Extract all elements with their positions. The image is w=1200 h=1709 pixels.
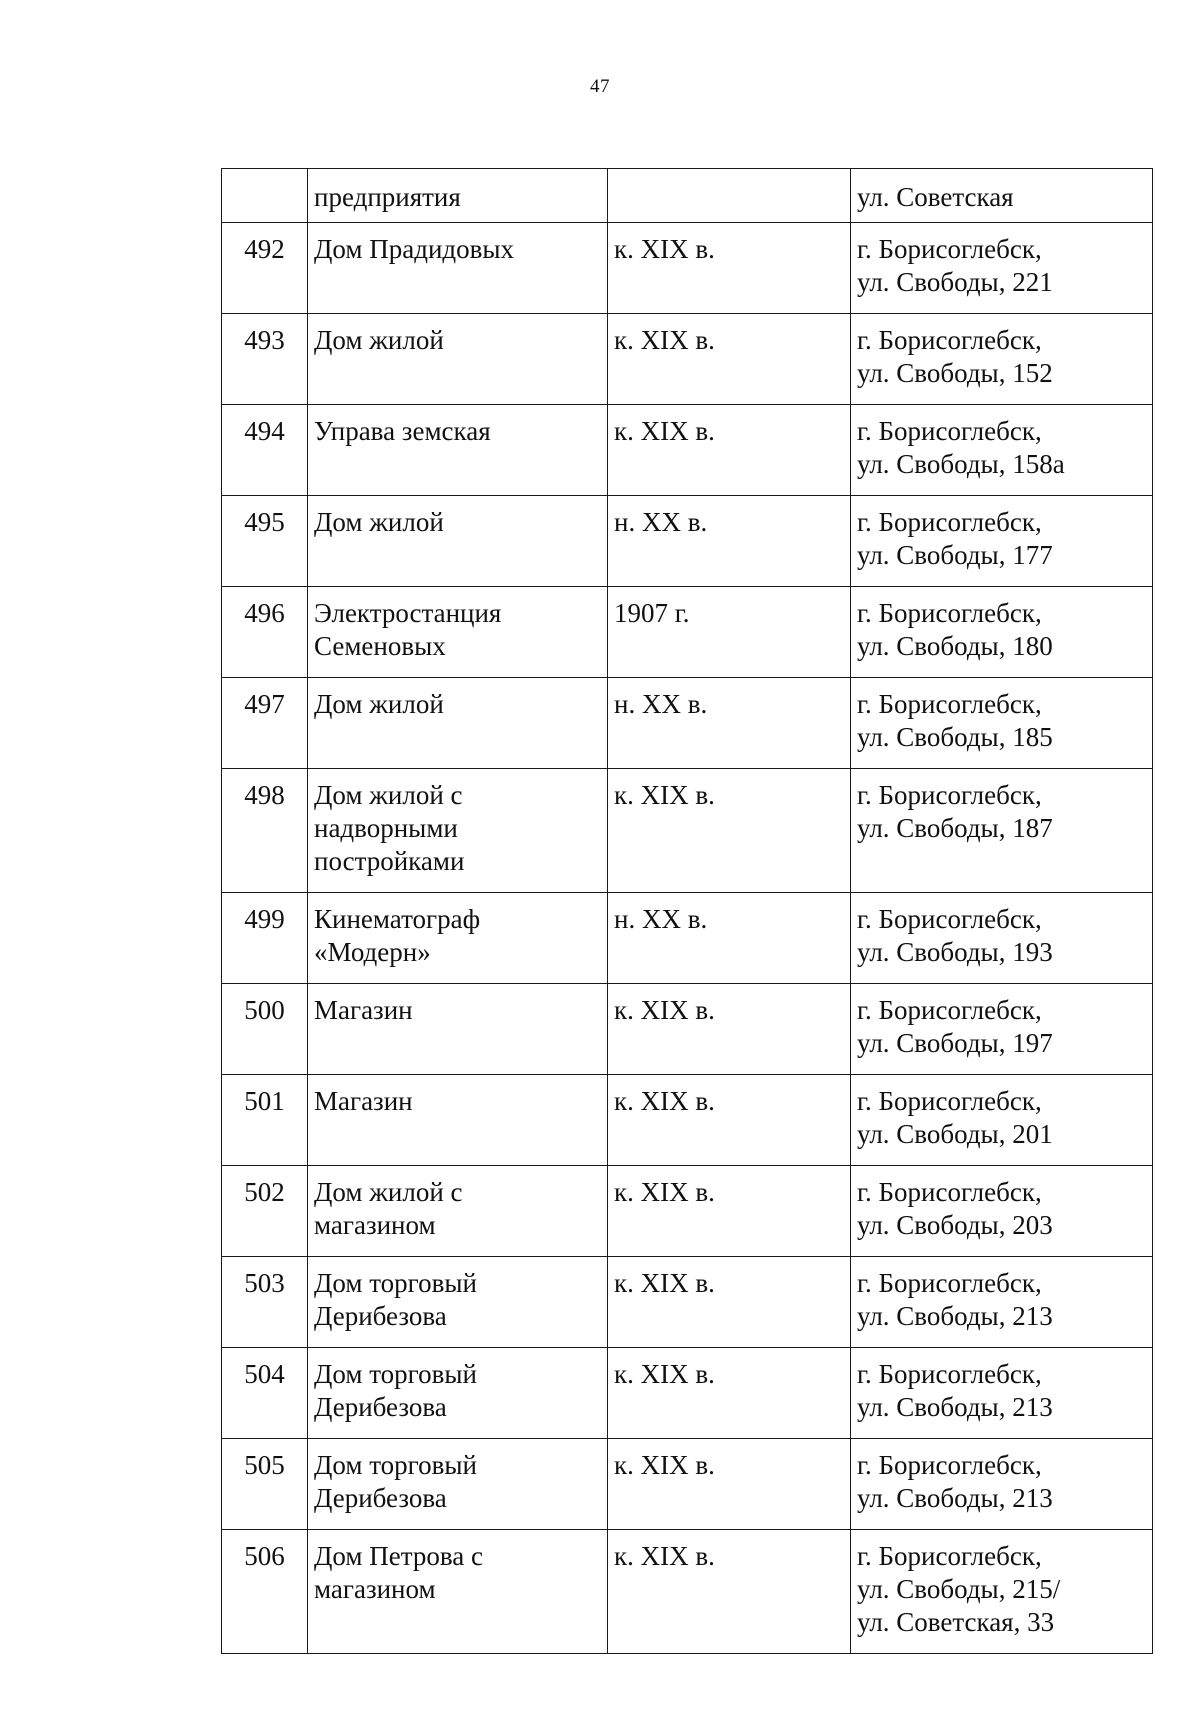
row-number-cell: 506 [222, 1530, 308, 1654]
row-number-cell [222, 169, 308, 223]
address-cell: ул. Советская [851, 169, 1153, 223]
registry-table-body [222, 169, 1153, 1654]
table-row [222, 405, 1153, 496]
row-number-cell: 500 [222, 984, 308, 1075]
table-row [222, 1075, 1153, 1166]
address-cell: г. Борисоглебск, ул. Свободы, 221 [851, 223, 1153, 314]
dating-cell: к. XIX в. [608, 769, 851, 893]
address-cell: г. Борисоглебск, ул. Свободы, 152 [851, 314, 1153, 405]
object-name-cell: Дом жилой [308, 314, 608, 405]
dating-cell: к. XIX в. [608, 984, 851, 1075]
object-name-cell: Электростанция Семеновых [308, 587, 608, 678]
table-row [222, 984, 1153, 1075]
address-cell: г. Борисоглебск, ул. Свободы, 213 [851, 1439, 1153, 1530]
continuation-row [222, 169, 1153, 223]
dating-cell: 1907 г. [608, 587, 851, 678]
table-row [222, 314, 1153, 405]
object-name-cell: Дом торговый Дерибезова [308, 1439, 608, 1530]
address-cell: г. Борисоглебск, ул. Свободы, 197 [851, 984, 1153, 1075]
address-cell: г. Борисоглебск, ул. Свободы, 213 [851, 1348, 1153, 1439]
table-row [222, 678, 1153, 769]
table-row [222, 223, 1153, 314]
dating-cell: к. XIX в. [608, 1348, 851, 1439]
dating-cell: к. XIX в. [608, 1166, 851, 1257]
row-number-cell: 498 [222, 769, 308, 893]
dating-cell: н. XX в. [608, 893, 851, 984]
object-name-cell: Дом Прадидовых [308, 223, 608, 314]
row-number-cell: 501 [222, 1075, 308, 1166]
row-number-cell: 496 [222, 587, 308, 678]
object-name-cell: Дом жилой с магазином [308, 1166, 608, 1257]
row-number-cell: 505 [222, 1439, 308, 1530]
address-cell: г. Борисоглебск, ул. Свободы, 215/ ул. Советская, 33 [851, 1530, 1153, 1654]
object-name-cell: Дом торговый Дерибезова [308, 1257, 608, 1348]
row-number-cell: 497 [222, 678, 308, 769]
address-cell: г. Борисоглебск, ул. Свободы, 213 [851, 1257, 1153, 1348]
address-cell: г. Борисоглебск, ул. Свободы, 177 [851, 496, 1153, 587]
object-name-cell: Дом Петрова с магазином [308, 1530, 608, 1654]
table-row [222, 1348, 1153, 1439]
table-row [222, 587, 1153, 678]
dating-cell: н. XX в. [608, 678, 851, 769]
object-name-cell: Дом жилой с надворными постройками [308, 769, 608, 893]
object-name-cell: Магазин [308, 1075, 608, 1166]
dating-cell [608, 169, 851, 223]
address-cell: г. Борисоглебск, ул. Свободы, 158а [851, 405, 1153, 496]
heritage-registry-table [221, 168, 1153, 1654]
address-cell: г. Борисоглебск, ул. Свободы, 185 [851, 678, 1153, 769]
table-row [222, 496, 1153, 587]
table-row [222, 1530, 1153, 1654]
row-number-cell: 503 [222, 1257, 308, 1348]
table-row [222, 1166, 1153, 1257]
row-number-cell: 492 [222, 223, 308, 314]
object-name-cell: Кинематограф «Модерн» [308, 893, 608, 984]
address-cell: г. Борисоглебск, ул. Свободы, 180 [851, 587, 1153, 678]
dating-cell: к. XIX в. [608, 314, 851, 405]
dating-cell: к. XIX в. [608, 405, 851, 496]
object-name-cell: Дом торговый Дерибезова [308, 1348, 608, 1439]
object-name-cell: Магазин [308, 984, 608, 1075]
table-row [222, 769, 1153, 893]
row-number-cell: 493 [222, 314, 308, 405]
row-number-cell: 502 [222, 1166, 308, 1257]
table-row [222, 1257, 1153, 1348]
address-cell: г. Борисоглебск, ул. Свободы, 193 [851, 893, 1153, 984]
dating-cell: н. XX в. [608, 496, 851, 587]
address-cell: г. Борисоглебск, ул. Свободы, 201 [851, 1075, 1153, 1166]
dating-cell: к. XIX в. [608, 1530, 851, 1654]
table-row [222, 893, 1153, 984]
address-cell: г. Борисоглебск, ул. Свободы, 187 [851, 769, 1153, 893]
row-number-cell: 499 [222, 893, 308, 984]
dating-cell: к. XIX в. [608, 1257, 851, 1348]
row-number-cell: 495 [222, 496, 308, 587]
dating-cell: к. XIX в. [608, 1075, 851, 1166]
row-number-cell: 494 [222, 405, 308, 496]
row-number-cell: 504 [222, 1348, 308, 1439]
object-name-cell: предприятия [308, 169, 608, 223]
table-row [222, 1439, 1153, 1530]
dating-cell: к. XIX в. [608, 223, 851, 314]
dating-cell: к. XIX в. [608, 1439, 851, 1530]
object-name-cell: Дом жилой [308, 678, 608, 769]
object-name-cell: Дом жилой [308, 496, 608, 587]
address-cell: г. Борисоглебск, ул. Свободы, 203 [851, 1166, 1153, 1257]
object-name-cell: Управа земская [308, 405, 608, 496]
page-number: 47 [590, 76, 610, 97]
